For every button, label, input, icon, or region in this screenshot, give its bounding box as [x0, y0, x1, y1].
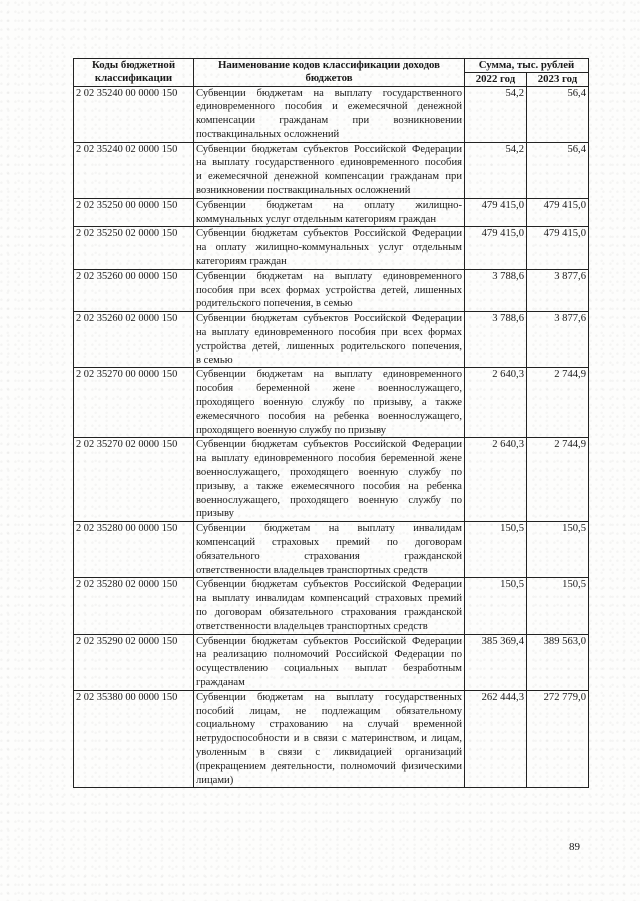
amount-2023-cell: 150,5 [527, 522, 589, 578]
budget-code-cell: 2 02 35290 02 0000 150 [74, 634, 194, 690]
revenue-name-line: Субвенции бюджетам на выплату государственного [196, 87, 462, 99]
revenue-name-line: Субвенции бюджетам субъектов Российской Федерации [196, 143, 462, 155]
revenue-name-line: Субвенции бюджетам субъектов Российской Федерации [196, 579, 462, 591]
revenue-name-line: гражданам [196, 676, 245, 688]
revenue-name-line: поствакцинальных осложнений [196, 128, 340, 140]
revenue-name-line: уволенным в связи с ликвидацией организаций [196, 746, 462, 758]
amount-2023-cell: 272 779,0 [527, 690, 589, 788]
revenue-name-cell [194, 312, 465, 368]
amount-2023-cell: 479 415,0 [527, 227, 589, 269]
budget-code-cell: 2 02 35240 02 0000 150 [74, 142, 194, 198]
revenue-name-line: в семью [196, 354, 233, 366]
budget-code-cell: 2 02 35260 00 0000 150 [74, 269, 194, 311]
revenue-name-line: ответственности владельцев транспортных средств [196, 620, 428, 632]
revenue-name-line: социальному страхованию на случай временной [196, 719, 462, 731]
revenue-name-line: единовременного пособия и ежемесячной денежной [196, 101, 462, 113]
amount-2022-cell: 2 640,3 [465, 368, 527, 438]
revenue-name-cell [194, 522, 465, 578]
revenue-name-line: коммунальных услуг отдельным категориям граждан [196, 213, 437, 225]
table-header-row [74, 59, 589, 73]
budget-code-cell: 2 02 35270 02 0000 150 [74, 438, 194, 522]
revenue-name-line: Субвенции бюджетам субъектов Российской Федерации [196, 635, 462, 647]
revenue-name-line: на выплату государственного единовременного пособия [196, 157, 462, 169]
revenue-name-cell [194, 86, 465, 142]
revenue-name-line: на выплату инвалидам компенсаций страховых премий [196, 593, 462, 605]
header-year-2022: 2022 год [465, 72, 527, 86]
revenue-name-line: военнослужащего, проходящего военную службу по [196, 467, 462, 479]
amount-2022-cell: 54,2 [465, 142, 527, 198]
revenue-name-line: проходящего военную службу по призыву [196, 424, 387, 436]
revenue-name-line: на выплату единовременного пособия при всех формах [196, 327, 462, 339]
table-row [74, 438, 589, 522]
revenue-name-line: Субвенции бюджетам субъектов Российской Федерации [196, 228, 462, 240]
revenue-name-line: Субвенции бюджетам на выплату государственных [196, 691, 462, 703]
amount-2022-cell: 3 788,6 [465, 269, 527, 311]
revenue-name-cell [194, 227, 465, 269]
amount-2023-cell: 150,5 [527, 578, 589, 634]
revenue-name-line: ежемесячного пособия на ребенка военнослужащего, [196, 410, 462, 422]
revenue-name-line: Субвенции бюджетам субъектов Российской Федерации [196, 313, 462, 325]
amount-2022-cell: 150,5 [465, 522, 527, 578]
header-name: Наименование кодов классификации доходов бюджетов [194, 59, 465, 87]
revenue-name-line: нетрудоспособности и в связи с материнством, и лицам, [196, 733, 462, 745]
revenue-name-line: осуществлению социальных выплат безработным [196, 663, 462, 675]
table-row [74, 142, 589, 198]
revenue-name-line: Субвенции бюджетам на выплату инвалидам [196, 523, 462, 535]
revenue-name-line: на оплату жилищно-коммунальных услуг отдельным [196, 242, 462, 254]
table-row [74, 578, 589, 634]
revenue-name-line: Субвенции бюджетам на выплату единовременного [196, 270, 462, 282]
table-row [74, 269, 589, 311]
revenue-name-cell [194, 578, 465, 634]
amount-2022-cell: 479 415,0 [465, 227, 527, 269]
amount-2022-cell: 150,5 [465, 578, 527, 634]
amount-2023-cell: 389 563,0 [527, 634, 589, 690]
revenue-name-line: пособий лицам, не подлежащим обязательному [196, 705, 462, 717]
amount-2022-cell: 2 640,3 [465, 438, 527, 522]
revenue-name-line: на реализацию полномочий Российской Федерации по [196, 649, 462, 661]
revenue-name-line: по договорам обязательного страхования гражданской [196, 606, 462, 618]
revenue-name-cell [194, 438, 465, 522]
amount-2023-cell: 2 744,9 [527, 438, 589, 522]
budget-code-cell: 2 02 35260 02 0000 150 [74, 312, 194, 368]
revenue-name-line: Субвенции бюджетам на оплату жилищно- [196, 199, 462, 211]
table-row [74, 312, 589, 368]
amount-2022-cell: 54,2 [465, 86, 527, 142]
amount-2023-cell: 56,4 [527, 142, 589, 198]
revenue-name-line: (прекращением деятельности, полномочий физическими [196, 760, 462, 772]
table-row [74, 368, 589, 438]
revenue-name-cell [194, 198, 465, 227]
revenue-name-line: лицами) [196, 774, 234, 786]
header-codes: Коды бюджетной классификации [74, 59, 194, 87]
amount-2022-cell: 385 369,4 [465, 634, 527, 690]
table-row [74, 522, 589, 578]
revenue-name-line: категориям граждан [196, 256, 287, 268]
revenue-name-line: возникновении поствакцинальных осложнений [196, 185, 411, 197]
revenue-name-line: призыву [196, 508, 234, 520]
amount-2022-cell: 3 788,6 [465, 312, 527, 368]
revenue-name-line: Субвенции бюджетам на выплату единовременного [196, 369, 462, 381]
revenue-name-line: на выплату единовременного пособия беременной жене [196, 453, 462, 465]
amount-2022-cell: 479 415,0 [465, 198, 527, 227]
table-row [74, 86, 589, 142]
budget-code-cell: 2 02 35270 00 0000 150 [74, 368, 194, 438]
budget-revenue-table [73, 58, 589, 788]
table-row [74, 227, 589, 269]
revenue-name-line: родительского попечения, в семью [196, 298, 353, 310]
budget-code-cell: 2 02 35280 00 0000 150 [74, 522, 194, 578]
revenue-name-line: ответственности владельцев транспортных средств [196, 564, 428, 576]
revenue-name-line: Субвенции бюджетам субъектов Российской Федерации [196, 439, 462, 451]
revenue-name-cell [194, 269, 465, 311]
budget-code-cell: 2 02 35250 00 0000 150 [74, 198, 194, 227]
amount-2022-cell: 262 444,3 [465, 690, 527, 788]
revenue-name-line: компенсации гражданам при возникновении [196, 115, 462, 127]
revenue-name-line: военнослужащего, проходящего военную службу по [196, 494, 462, 506]
revenue-name-cell [194, 142, 465, 198]
revenue-name-line: проходящего военную службу по призыву, а также [196, 397, 462, 409]
amount-2023-cell: 56,4 [527, 86, 589, 142]
revenue-name-line: и ежемесячной денежной компенсации гражданам при [196, 171, 462, 183]
table-row [74, 634, 589, 690]
revenue-name-line: обязательного страхования гражданской [196, 550, 462, 562]
amount-2023-cell: 3 877,6 [527, 312, 589, 368]
revenue-name-line: пособия беременной жене военнослужащего, [196, 383, 462, 395]
budget-code-cell: 2 02 35250 02 0000 150 [74, 227, 194, 269]
amount-2023-cell: 479 415,0 [527, 198, 589, 227]
revenue-name-line: призыву, а также ежемесячного пособия на ребенка [196, 480, 462, 492]
budget-code-cell: 2 02 35240 00 0000 150 [74, 86, 194, 142]
header-sum: Сумма, тыс. рублей [465, 59, 589, 73]
header-year-2023: 2023 год [527, 72, 589, 86]
revenue-name-cell [194, 368, 465, 438]
table-body [74, 86, 589, 788]
revenue-name-line: компенсаций страховых премий по договорам [196, 537, 462, 548]
amount-2023-cell: 2 744,9 [527, 368, 589, 438]
revenue-name-cell [194, 634, 465, 690]
revenue-name-line: пособия при всех формах устройства детей, лишенных [196, 284, 462, 296]
table-row [74, 690, 589, 788]
revenue-name-line: устройства детей, лишенных родительского попечения, [196, 340, 462, 352]
budget-code-cell: 2 02 35280 02 0000 150 [74, 578, 194, 634]
page-number: 89 [569, 841, 580, 853]
table-row [74, 198, 589, 227]
amount-2023-cell: 3 877,6 [527, 269, 589, 311]
budget-code-cell: 2 02 35380 00 0000 150 [74, 690, 194, 788]
revenue-name-cell [194, 690, 465, 788]
